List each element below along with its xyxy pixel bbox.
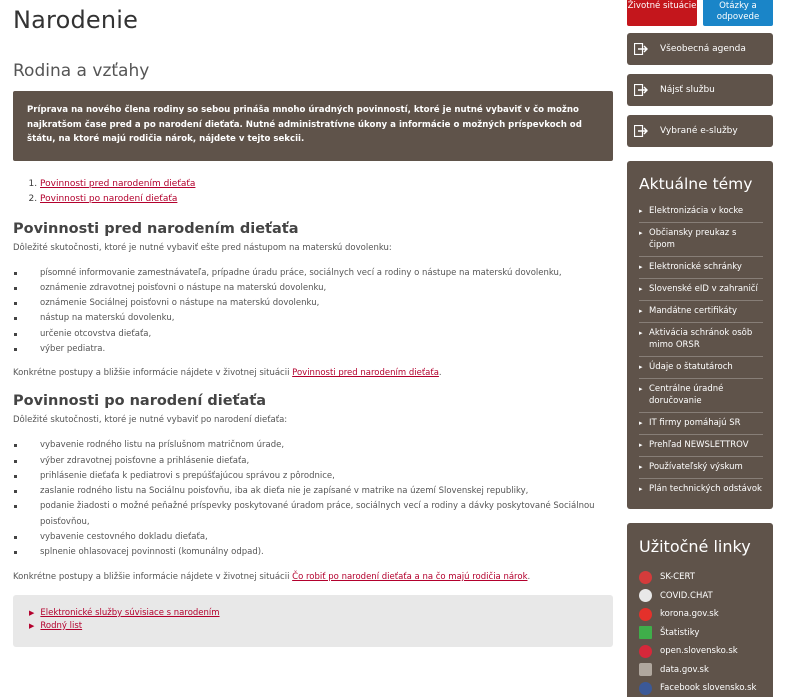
page-title: Narodenie: [13, 6, 139, 34]
list-item: určenie otcovstva dieťaťa,: [13, 327, 613, 342]
useful-link[interactable]: [639, 642, 763, 661]
arrow-box-icon: [634, 84, 648, 96]
intro-box: Príprava na nového člena rodiny so sebou prináša mnoho úradných povinností, ktoré je nutné vybaviť v čo možno najkratšom čase pred a po narodení dieťaťa. Nutné administratívne úkony a informácie o možných príspevkoch od štátu, na ktoré majú rodičia nárok, nájdete v tejto sekcii.: [13, 91, 613, 161]
heading-before-birth: Povinnosti pred narodením dieťaťa: [13, 220, 299, 237]
more-info-end: .: [527, 571, 531, 582]
list-item: oznámenie zdravotnej poisťovni o nástupe na materskú dovolenku,: [13, 281, 613, 296]
current-topics-list: [639, 203, 763, 500]
selected-eservices-label: Vybrané e-služby: [660, 126, 738, 136]
related-item: [29, 620, 613, 633]
useful-links-panel: [627, 523, 773, 697]
life-situation-link-after[interactable]: Čo robiť po narodení dieťaťa a na čo majú rodičia nárok: [292, 571, 528, 582]
list-item: výber zdravotnej poisťovne a prihlásenie dieťaťa,: [13, 454, 613, 469]
list-item: nástup na materskú dovolenku,: [13, 311, 613, 326]
korona-icon: [639, 608, 652, 621]
useful-link-label: COVID.CHAT: [660, 590, 713, 601]
toc-item: [40, 192, 613, 207]
useful-link-label: data.gov.sk: [660, 664, 709, 675]
facebook-icon: [639, 682, 652, 695]
topic-link[interactable]: ▸ Plán technických odstávok: [639, 478, 763, 500]
topic-link[interactable]: ▸ Mandátne certifikáty: [639, 300, 763, 322]
sk-cert-icon: [639, 571, 652, 584]
related-item: [29, 607, 613, 620]
more-info-after: [13, 572, 613, 582]
topic-link[interactable]: ▸ IT firmy pomáhajú SR: [639, 412, 763, 434]
chat-icon: [639, 589, 652, 602]
find-service-label: Nájsť službu: [660, 85, 715, 95]
more-info-text: Konkrétne postupy a bližšie informácie nájdete v životnej situácii: [13, 571, 293, 582]
find-service-button[interactable]: [627, 74, 773, 106]
heading-after-birth: Povinnosti po narodení dieťaťa: [13, 393, 266, 410]
related-link-eservices[interactable]: Elektronické služby súvisiace s narodením: [40, 607, 220, 618]
topic-link[interactable]: ▸ Používateľský výskum: [639, 456, 763, 478]
lead-after-birth: Dôležité skutočnosti, ktoré je nutné vybaviť po narodení dieťaťa:: [13, 415, 288, 426]
arrow-box-icon: [634, 43, 648, 55]
topic-link[interactable]: ▸ Centrálne úradné doručovanie: [639, 378, 763, 412]
selected-eservices-button[interactable]: [627, 115, 773, 147]
arrow-right-icon: ▶: [29, 608, 35, 617]
list-item: podanie žiadosti o možné peňažné príspevky poskytované úradom práce, sociálnych vecí a rodiny a dávky poskytované Sociálnou poisťovňou,: [13, 499, 613, 530]
top-buttons: [627, 0, 773, 26]
lead-before-birth: Dôležité skutočnosti, ktoré je nutné vybaviť ešte pred nástupom na materskú dovolenku:: [13, 242, 392, 253]
toc-link-after[interactable]: Povinnosti po narodení dieťaťa: [40, 193, 178, 204]
list-after-birth: [13, 438, 613, 560]
more-info-before: [13, 368, 613, 378]
list-item: zaslanie rodného listu na Sociálnu poisťovňu, iba ak dieťa nie je zapísané v matrike na území Slovenskej republiky,: [13, 484, 613, 499]
sidebar: [627, 0, 773, 697]
topic-link[interactable]: ▸ Aktivácia schránok osôb mimo ORSR: [639, 322, 763, 356]
useful-link[interactable]: [639, 568, 763, 587]
list-item: splnenie ohlasovacej povinnosti (komunálny odpad).: [13, 545, 613, 560]
arrow-box-icon: [634, 125, 648, 137]
useful-link-label: open.slovensko.sk: [660, 646, 738, 657]
useful-link-label: Facebook slovensko.sk: [660, 683, 757, 694]
useful-link[interactable]: [639, 605, 763, 624]
list-item: výber pediatra.: [13, 342, 613, 357]
open-data-icon: [639, 645, 652, 658]
related-links-box: [13, 595, 613, 647]
useful-link-label: SK-CERT: [660, 572, 695, 583]
arrow-right-icon: ▶: [29, 621, 35, 630]
list-item: vybavenie rodného listu na príslušnom matričnom úrade,: [13, 438, 613, 453]
current-topics-panel: [627, 161, 773, 509]
useful-link[interactable]: [639, 587, 763, 606]
list-item: vybavenie cestovného dokladu dieťaťa,: [13, 530, 613, 545]
main-content: [13, 0, 613, 647]
useful-link[interactable]: [639, 661, 763, 680]
life-situation-link-before[interactable]: Povinnosti pred narodením dieťaťa: [292, 368, 439, 379]
list-item: oznámenie Sociálnej poisťovni o nástupe na materskú dovolenku,: [13, 296, 613, 311]
topic-link[interactable]: ▸ Údaje o štatutároch: [639, 356, 763, 378]
topic-link[interactable]: ▸ Elektronické schránky: [639, 256, 763, 278]
general-agenda-button[interactable]: [627, 33, 773, 65]
useful-link[interactable]: [639, 624, 763, 643]
related-link-birth-certificate[interactable]: Rodný list: [40, 620, 83, 631]
life-situations-button[interactable]: Životné situácie: [627, 0, 697, 26]
useful-link-label: korona.gov.sk: [660, 609, 719, 620]
current-topics-title: Aktuálne témy: [639, 175, 753, 193]
useful-link[interactable]: [639, 679, 763, 698]
toc-link-before[interactable]: Povinnosti pred narodením dieťaťa: [40, 178, 196, 189]
topic-link[interactable]: ▸ Slovenské eID v zahraničí: [639, 278, 763, 300]
topic-link[interactable]: ▸ Občiansky preukaz s čipom: [639, 222, 763, 256]
general-agenda-label: Všeobecná agenda: [660, 44, 746, 54]
useful-link-label: Štatistiky: [660, 627, 700, 638]
statistics-icon: [639, 626, 652, 639]
list-item: prihlásenie dieťaťa k pediatrovi s prepúšťajúcou správou z pôrodnice,: [13, 469, 613, 484]
toc-item: [40, 177, 613, 192]
list-before-birth: [13, 266, 613, 358]
topic-link[interactable]: ▸ Prehľad NEWSLETTROV: [639, 434, 763, 456]
more-info-end: .: [438, 368, 442, 379]
data-icon: [639, 663, 652, 676]
useful-links-title: Užitočné linky: [639, 537, 751, 556]
topic-link[interactable]: ▸ Elektronizácia v kocke: [639, 203, 763, 222]
more-info-text: Konkrétne postupy a bližšie informácie nájdete v životnej situácii: [13, 368, 293, 379]
table-of-contents: [13, 177, 613, 207]
list-item: písomné informovanie zamestnávateľa, prípadne úradu práce, sociálnych vecí a rodiny o nástupe na materskú dovolenku,: [13, 266, 613, 281]
section-title: Rodina a vzťahy: [13, 61, 150, 81]
faq-button[interactable]: Otázky a odpovede: [703, 0, 773, 26]
